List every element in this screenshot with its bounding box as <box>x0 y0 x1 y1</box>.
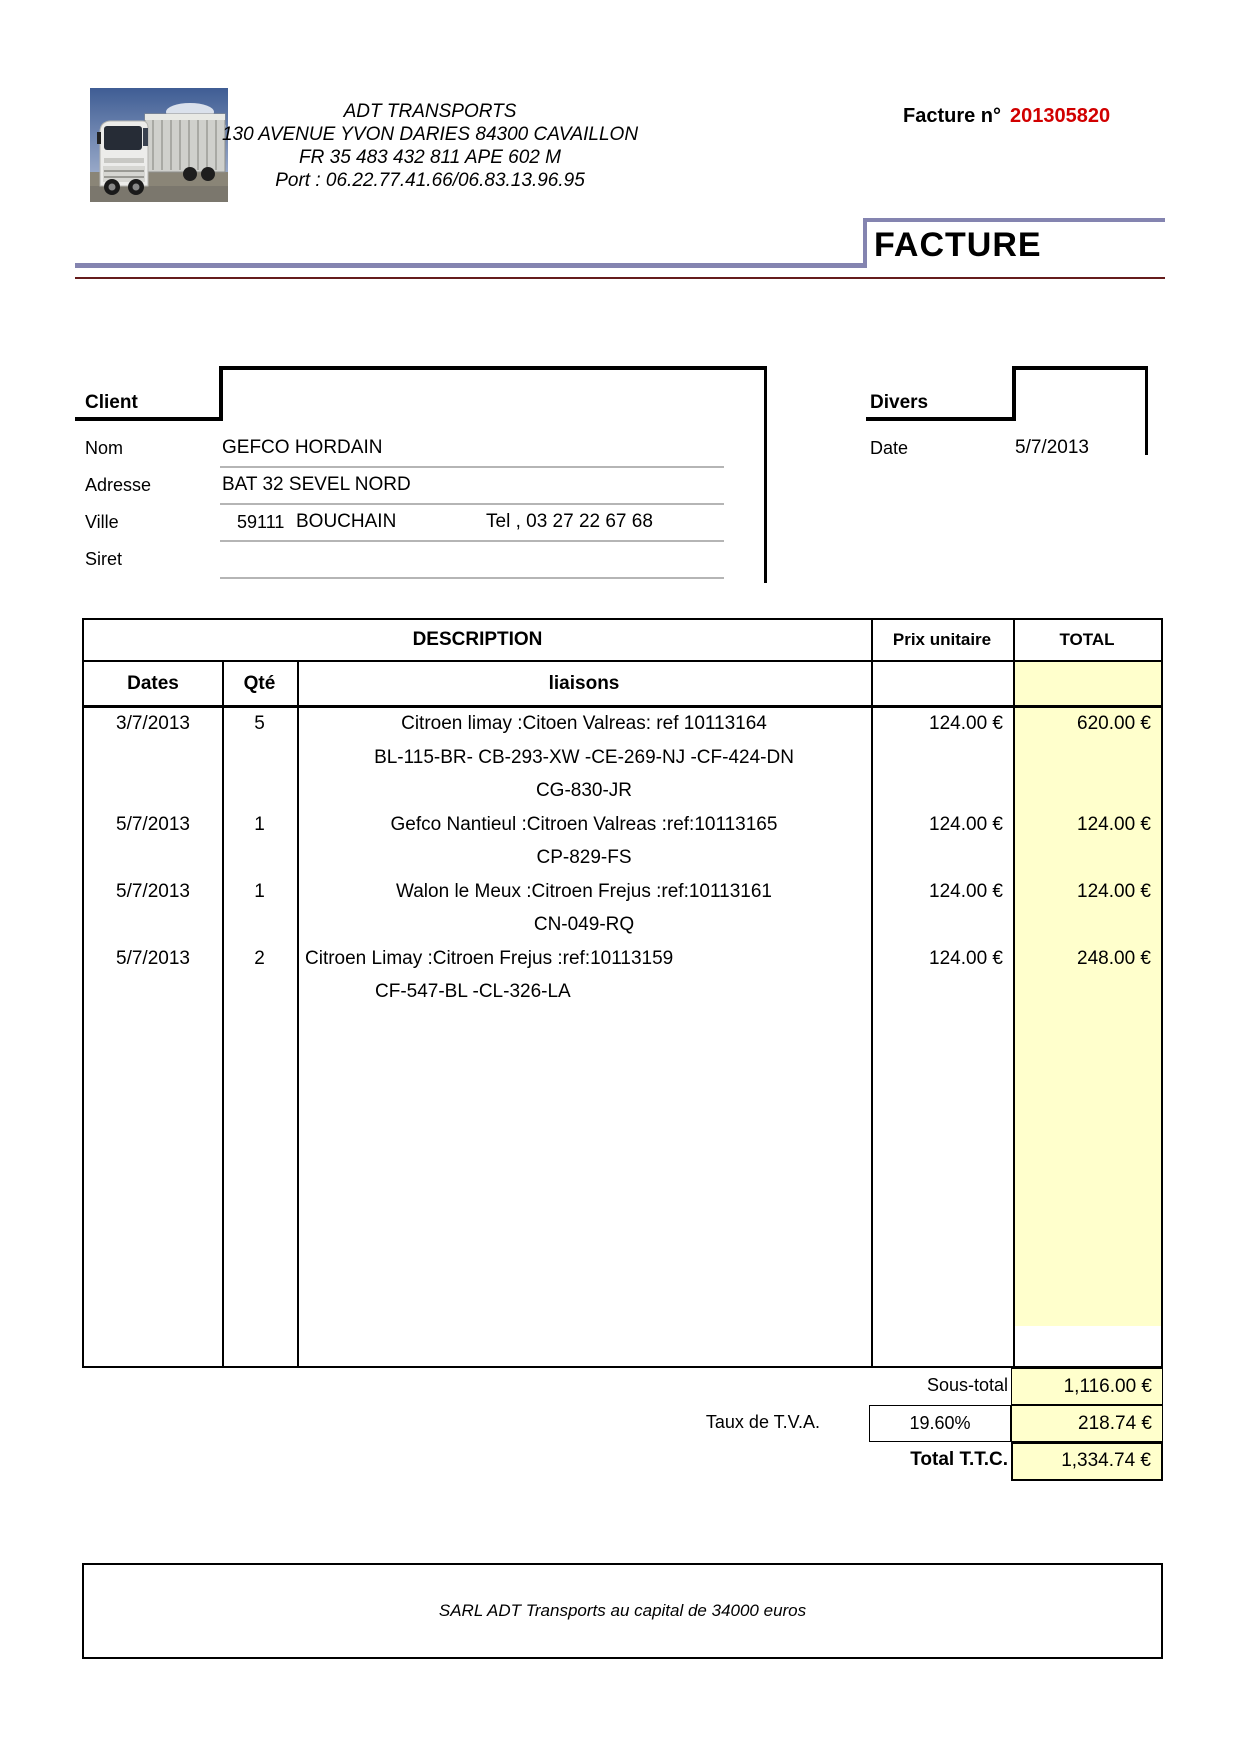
line-items-table <box>82 618 1163 1368</box>
facture-box-top-border <box>863 218 1165 222</box>
table-row <box>84 808 1161 842</box>
row-unit-price: 124.00 € <box>929 947 1003 969</box>
invoice-number-label: Facture n° <box>903 105 1002 127</box>
divers-box-top-border <box>1012 366 1148 370</box>
column-header-total: TOTAL <box>1059 630 1115 649</box>
divers-section-label: Divers <box>870 392 929 413</box>
subtotal-value: 1,116.00 € <box>1011 1368 1163 1405</box>
header-accent-line <box>75 263 863 268</box>
client-ville-city: BOUCHAIN <box>296 511 397 532</box>
row-qty: 5 <box>254 713 265 734</box>
row-unit-price: 124.00 € <box>929 713 1003 734</box>
row-liaison: Gefco Nantieul :Citroen Valreas :ref:10113165 <box>390 813 778 835</box>
row-liaison: CN-049-RQ <box>533 914 635 935</box>
row-date: 5/7/2013 <box>116 813 190 835</box>
grand-total-label: Total T.T.C. <box>910 1449 1008 1470</box>
row-date: 5/7/2013 <box>116 947 190 969</box>
row-unit-price: 124.00 € <box>929 880 1003 902</box>
row-date: 5/7/2013 <box>116 880 190 902</box>
client-label-underline <box>75 417 219 421</box>
vat-rate-label: Taux de T.V.A. <box>705 1412 820 1432</box>
client-ville-postcode: 59111 <box>237 512 285 532</box>
column-subheader-liaisons: liaisons <box>548 673 620 694</box>
company-name: ADT TRANSPORTS <box>343 101 517 122</box>
invoice-number-line <box>903 105 1110 128</box>
client-phone-value: Tel , 03 27 22 67 68 <box>486 511 653 532</box>
row-total: 124.00 € <box>1077 813 1151 835</box>
row-qty: 1 <box>254 813 265 835</box>
client-adresse-label: Adresse <box>85 475 152 495</box>
column-subheader-dates: Dates <box>127 673 179 694</box>
client-siret-label: Siret <box>85 549 123 569</box>
divers-box-right-border <box>1145 366 1148 455</box>
table-row <box>84 875 1161 909</box>
row-liaison: Citroen Limay :Citroen Frejus :ref:10113159 <box>305 947 674 969</box>
vat-rate-value: 19.60% <box>869 1405 1011 1442</box>
company-address: 130 AVENUE YVON DARIES 84300 CAVAILLON <box>221 124 639 145</box>
subtotal-label: Sous-total <box>926 1375 1008 1395</box>
table-row-continuation <box>84 841 1161 875</box>
column-header-unit-price: Prix unitaire <box>892 630 992 649</box>
client-adresse-rule <box>220 503 724 505</box>
row-unit-price: 124.00 € <box>929 813 1003 835</box>
divers-box-step-border <box>1012 366 1016 421</box>
table-row <box>84 707 1161 741</box>
divers-date-label: Date <box>870 438 909 458</box>
client-nom-rule <box>220 466 724 468</box>
footer-legal-text: SARL ADT Transports au capital de 34000 euros <box>438 1601 807 1620</box>
client-nom-value: GEFCO HORDAIN <box>222 437 383 458</box>
document-title: FACTURE <box>874 226 1042 264</box>
table-row-continuation <box>84 741 1161 775</box>
client-adresse-value: BAT 32 SEVEL NORD <box>222 474 411 495</box>
table-row-continuation <box>84 774 1161 808</box>
row-qty: 2 <box>254 947 265 969</box>
row-liaison: Walon le Meux :Citroen Frejus :ref:10113161 <box>396 880 772 902</box>
vat-amount-value: 218.74 € <box>1011 1405 1163 1442</box>
row-qty: 1 <box>254 880 265 902</box>
row-date: 3/7/2013 <box>116 713 190 734</box>
column-subheader-qty: Qté <box>243 673 276 694</box>
company-phone: Port : 06.22.77.41.66/06.83.13.96.95 <box>275 170 585 191</box>
company-info-block <box>200 100 660 192</box>
row-total: 124.00 € <box>1077 880 1151 902</box>
footer-box <box>82 1563 1163 1659</box>
row-total: 620.00 € <box>1077 713 1151 734</box>
client-box-step-border <box>219 366 223 421</box>
row-liaison: BL-115-BR- CB-293-XW -CE-269-NJ -CF-424-DN <box>374 746 794 768</box>
row-liaison: CF-547-BL -CL-326-LA <box>375 981 571 1002</box>
grand-total-value: 1,334.74 € <box>1011 1442 1163 1481</box>
header-separator-line <box>75 277 1165 279</box>
client-box-right-border <box>764 366 767 583</box>
table-row <box>84 942 1161 976</box>
row-liaison: Citroen limay :Citoen Valreas: ref 10113164 <box>401 713 767 734</box>
column-header-description: DESCRIPTION <box>412 629 543 650</box>
company-registration: FR 35 483 432 811 APE 602 M <box>299 147 561 168</box>
client-section-label: Client <box>85 392 138 413</box>
divers-label-underline <box>866 417 1012 421</box>
client-ville-rule <box>220 540 724 542</box>
client-ville-label: Ville <box>85 512 119 532</box>
row-liaison: CG-830-JR <box>535 780 633 801</box>
facture-box-left-border <box>863 218 867 268</box>
table-row-continuation <box>84 908 1161 942</box>
row-total: 248.00 € <box>1077 947 1151 969</box>
divers-date-value: 5/7/2013 <box>1015 437 1089 458</box>
row-liaison: CP-829-FS <box>536 847 632 868</box>
client-nom-label: Nom <box>85 438 124 458</box>
client-box-top-border <box>219 366 767 370</box>
invoice-number-value: 201305820 <box>1010 105 1111 127</box>
table-row-continuation <box>84 975 1161 1009</box>
client-siret-rule <box>220 577 724 579</box>
